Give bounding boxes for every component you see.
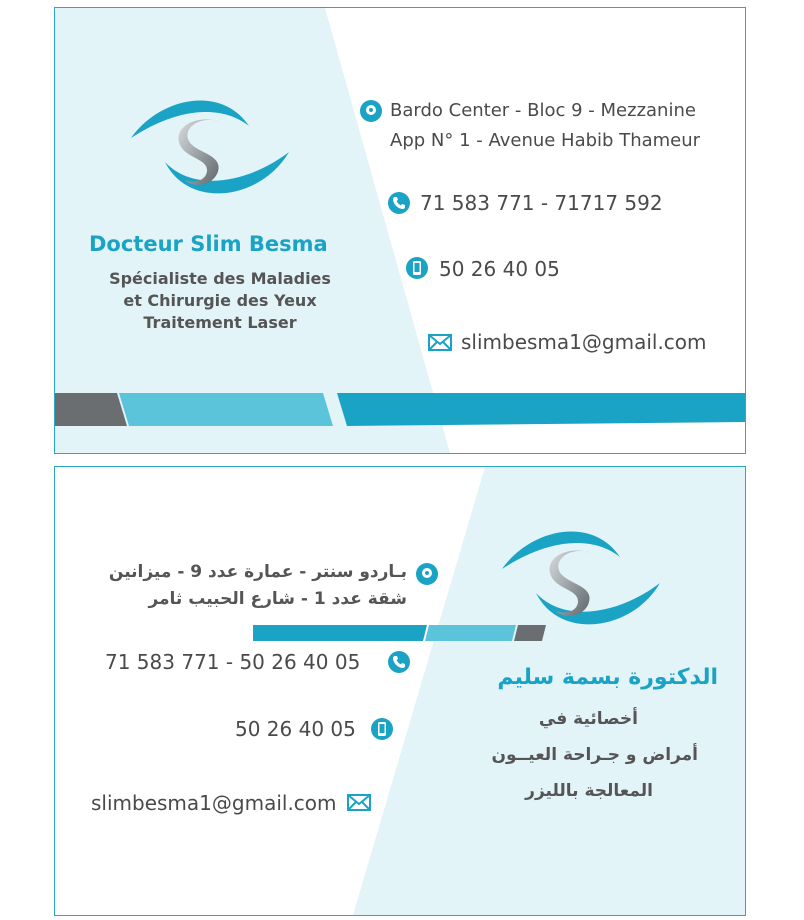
phone-numbers: 71 583 771 - 71717 592 — [420, 191, 663, 215]
email-address: slimbesma1@gmail.com — [91, 791, 337, 815]
eye-logo-icon — [500, 523, 662, 635]
front-background — [55, 8, 745, 453]
specialty-line-1: Spécialiste des Maladies — [109, 269, 331, 288]
specialty-line-3: المعالجة بالليزر — [525, 781, 653, 801]
business-card-back — [54, 466, 746, 916]
email-address: slimbesma1@gmail.com — [461, 330, 707, 354]
address-line-1: Bardo Center - Bloc 9 - Mezzanine — [390, 100, 696, 121]
phone-icon — [388, 192, 410, 214]
doctor-name: الدكتورة بسمة سليم — [497, 665, 718, 690]
light-blue-stripe — [119, 393, 333, 426]
mobile-icon — [406, 257, 428, 279]
specialty-line-3: Traitement Laser — [143, 313, 297, 332]
phone-icon — [388, 651, 410, 673]
blue-stripe — [337, 393, 745, 426]
mobile-number: 50 26 40 05 — [235, 717, 356, 741]
specialty-line-1: أخصائية في — [538, 709, 638, 729]
mobile-number: 50 26 40 05 — [439, 257, 560, 281]
email-icon — [428, 334, 452, 351]
phone-numbers: 71 583 771 - 50 26 40 05 — [105, 650, 361, 674]
location-pin-icon — [416, 563, 438, 585]
address-line-2: شقة عدد 1 - شارع الحبيب ثامر — [148, 589, 407, 609]
blue-stripe — [253, 625, 427, 641]
doctor-name: Docteur Slim Besma — [89, 232, 328, 256]
business-card-front — [54, 7, 746, 454]
email-icon — [347, 794, 371, 811]
specialty-line-2: أمراض و جـراحة العيــون — [491, 745, 698, 765]
address-line-1: بـاردو سنتر - عمارة عدد 9 - ميزانين — [108, 562, 407, 582]
specialty-line-2: et Chirurgie des Yeux — [123, 291, 317, 310]
mobile-icon — [371, 718, 393, 740]
gray-stripe — [55, 393, 127, 426]
address-line-2: App N° 1 - Avenue Habib Thameur — [390, 130, 701, 151]
eye-logo-icon — [129, 92, 291, 204]
location-pin-icon — [360, 100, 382, 122]
